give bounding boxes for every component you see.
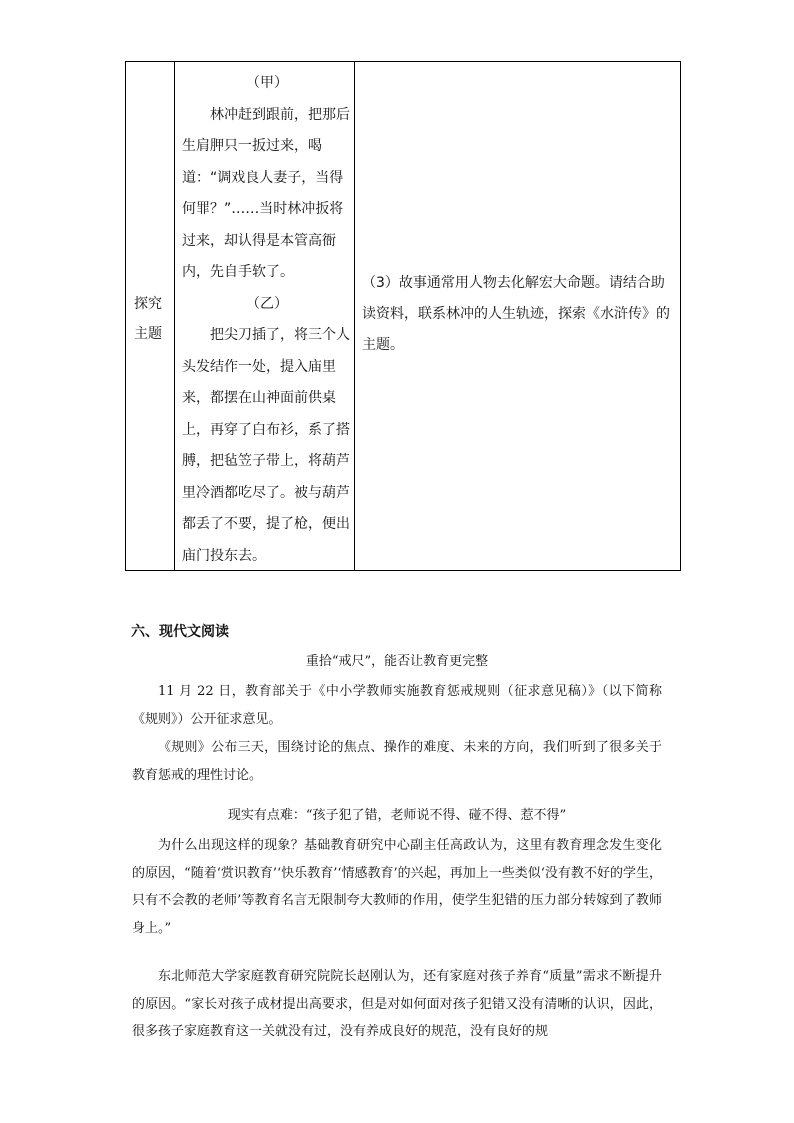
paragraph: 东北师范大学家庭教育研究院院长赵刚认为，还有家庭对孩子养育“质量”需求不断提升的原因。“家长对孩子成材提出高要求，但是对如何面对孩子犯错又没有清晰的认识，因此，很多孩子家庭教育这一关就没有过，没有养成良好的规范，没有良好的规 — [132, 969, 662, 1039]
excerpt-cell — [182, 68, 352, 572]
row-label — [134, 289, 162, 349]
paragraph: 11 月 22 日，教育部关于《中小学教师实施教育惩戒规则（征求意见稿）》（以下简称《规则》）公开征求意见。 — [132, 684, 662, 727]
row-label-line: 探究 — [134, 296, 162, 312]
section-title: 六、现代文阅读 — [131, 624, 229, 640]
subheading: 现实有点难：“孩子犯了错，老师说不得、碰不得、惹不得” — [227, 808, 567, 823]
reading-table — [125, 61, 681, 571]
paragraph: 《规则》公布三天，围绕讨论的焦点、操作的难度、未来的方向，我们听到了很多关于教育惩戒的理性讨论。 — [132, 740, 662, 783]
table-divider — [354, 62, 355, 570]
excerpt-a-title: （甲） — [246, 75, 288, 91]
table-divider — [174, 62, 175, 570]
excerpt-b-title: （乙） — [246, 295, 288, 312]
excerpt-b-text: 把尖刀插了，将三个人头发结作一处，提入庙里来，都摆在山神面前供桌上，再穿了白布衫，系了搭膊，把毡笠子带上，将葫芦里冷酒都吃尽了。被与葫芦都丢了不要，提了枪，便出庙门投东去。 — [182, 327, 350, 564]
article-title: 重拾“戒尺”，能否让教育更完整 — [305, 654, 489, 669]
excerpt-a-text: 林冲赶到跟前，把那后生肩胛只一扳过来，喝道：“调戏良人妻子，当得何罪？”……当时林冲扳将过来，却认得是本管高衙内，先自手软了。 — [182, 106, 350, 280]
paragraph: 为什么出现这样的现象？基础教育研究中心副主任高政认为，这里有教育理念发生变化的原因，“随着‘赏识教育’‘快乐教育’‘情感教育’的兴起，再加上一些类似‘没有教不好的学生，只有不会教的老师’等教育名言无限制夸大教师的作用，使学生犯错的压力部分转嫁到了教师身上。” — [132, 838, 662, 936]
question-cell: （3）故事通常用人物去化解宏大命题。请结合助读资料，联系林冲的人生轨迹，探索《水浒传》的主题。 — [362, 275, 670, 353]
row-label-line: 主题 — [134, 326, 162, 342]
